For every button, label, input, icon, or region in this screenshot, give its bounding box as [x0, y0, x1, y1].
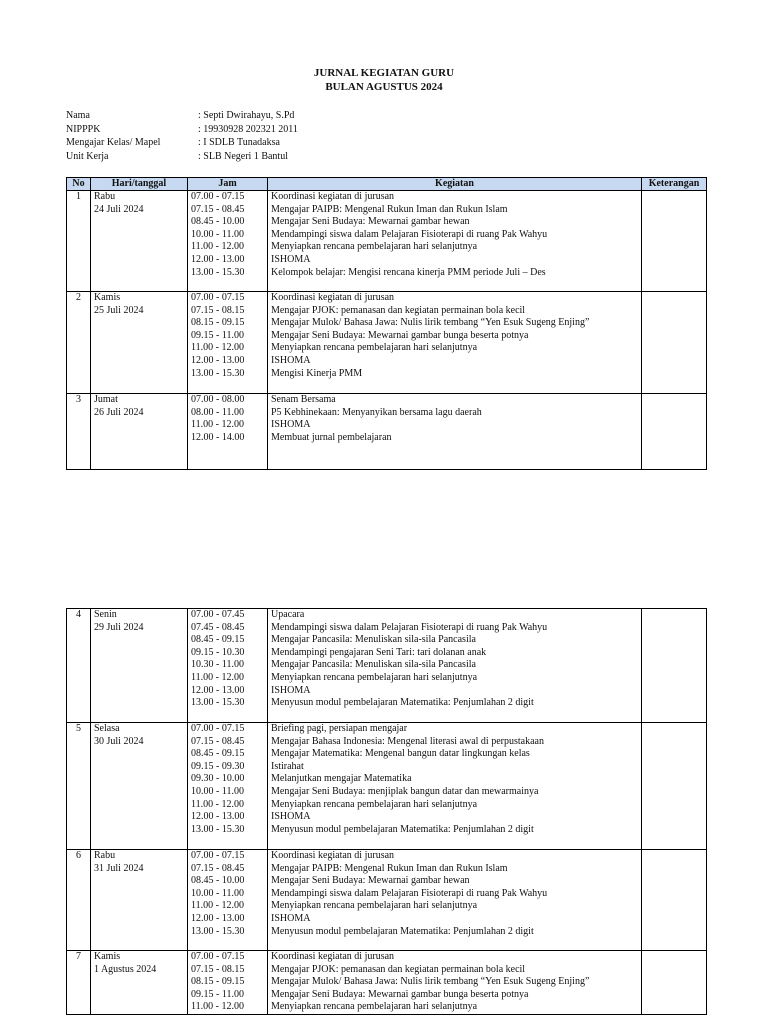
time-slot: 07.00 - 07.15 — [191, 951, 245, 962]
time-slot: 08.00 - 11.00 — [191, 406, 244, 418]
activity-item: Koordinasi kegiatan di jurusan — [271, 292, 395, 303]
entry-day-date — [91, 951, 188, 1015]
time-slot: 08.15 - 09.15 — [191, 976, 245, 988]
entry-times — [188, 292, 268, 394]
table-row — [67, 394, 707, 470]
time-slot: 13.00 - 15.30 — [191, 266, 245, 278]
entry-day: Kamis — [94, 951, 121, 962]
activity-item: Koordinasi kegiatan di jurusan — [271, 850, 395, 861]
journal-table-page-2 — [66, 608, 707, 1015]
entry-times — [188, 394, 268, 470]
entry-activities — [268, 292, 642, 394]
time-slot: 07.00 - 07.45 — [191, 609, 245, 620]
info-label: Unit Kerja — [66, 151, 109, 163]
activity-item: Mengajar Bahasa Indonesia: Mengenal literasi awal di perpustakaan — [271, 735, 544, 747]
entry-date: 1 Agustus 2024 — [94, 963, 157, 975]
time-slot: 11.00 - 12.00 — [191, 1001, 244, 1013]
table-row — [67, 609, 707, 723]
time-slot: 11.00 - 12.00 — [191, 241, 244, 253]
entry-number: 5 — [67, 723, 91, 850]
activity-item: Mengajar Seni Budaya: Mewarnai gambar hewan — [271, 216, 470, 228]
info-value: : I SDLB Tunadaksa — [198, 137, 280, 149]
table-row — [67, 292, 707, 394]
time-slot: 08.45 - 09.15 — [191, 634, 245, 646]
entry-day: Senin — [94, 609, 117, 620]
entry-day-date — [91, 723, 188, 850]
time-slot: 12.00 - 13.00 — [191, 253, 245, 265]
entry-date: 24 Juli 2024 — [94, 203, 144, 215]
entry-day: Jumat — [94, 394, 118, 405]
time-slot: 08.45 - 10.00 — [191, 875, 245, 887]
activity-item: Koordinasi kegiatan di jurusan — [271, 191, 395, 202]
table-row — [67, 191, 707, 292]
time-slot: 07.00 - 07.15 — [191, 723, 245, 734]
time-slot: 09.15 - 09.30 — [191, 760, 245, 772]
activity-item: Mengajar Seni Budaya: Mewarnai gambar hewan — [271, 875, 470, 887]
activity-item: Mengajar Seni Budaya: menjiplak bangun datar dan mewarmainya — [271, 785, 539, 797]
header-notes: Keterangan — [642, 178, 707, 191]
entry-notes — [642, 850, 707, 951]
activity-item: Menyiapkan rencana pembelajaran hari selanjutnya — [271, 342, 478, 354]
activity-item: Mengajar Matematika: Mengenal bangun datar lingkungan kelas — [271, 748, 530, 760]
entry-notes — [642, 609, 707, 723]
activity-item: Menyusun modul pembelajaran Matematika: Penjumlahan 2 digit — [271, 925, 534, 937]
time-slot: 07.45 - 08.45 — [191, 621, 245, 633]
activity-item: Mendampingi siswa dalam Pelajaran Fisioterapi di ruang Pak Wahyu — [271, 887, 548, 899]
table-row — [67, 951, 707, 1015]
entry-day-date — [91, 394, 188, 470]
activity-item: Senam Bersama — [271, 394, 336, 405]
time-slot: 11.00 - 12.00 — [191, 342, 244, 354]
entry-number: 4 — [67, 609, 91, 723]
activity-item: Mengajar Mulok/ Bahasa Jawa: Nulis lirik tembang “Yen Esuk Sugeng Enjing” — [271, 317, 590, 329]
time-slot: 11.00 - 12.00 — [191, 671, 244, 683]
time-slot: 10.00 - 11.00 — [191, 228, 244, 240]
header-day-date: Hari/tanggal — [91, 178, 188, 191]
entry-times — [188, 951, 268, 1015]
entry-day-date — [91, 191, 188, 292]
page-subtitle: BULAN AGUSTUS 2024 — [325, 81, 443, 93]
table-header-row — [67, 178, 707, 191]
time-slot: 08.45 - 10.00 — [191, 216, 245, 228]
activity-item: Mengajar Mulok/ Bahasa Jawa: Nulis lirik tembang “Yen Esuk Sugeng Enjing” — [271, 976, 590, 988]
activity-item: Mendampingi siswa dalam Pelajaran Fisioterapi di ruang Pak Wahyu — [271, 621, 548, 633]
entry-times — [188, 191, 268, 292]
entry-date: 25 Juli 2024 — [94, 304, 144, 316]
activity-item: ISHOMA — [271, 253, 311, 265]
entry-date: 29 Juli 2024 — [94, 621, 144, 633]
time-slot: 09.15 - 10.30 — [191, 646, 245, 658]
entry-date: 31 Juli 2024 — [94, 862, 144, 874]
table-row — [67, 723, 707, 850]
info-value: : SLB Negeri 1 Bantul — [198, 151, 288, 163]
entry-day: Kamis — [94, 292, 121, 303]
time-slot: 13.00 - 15.30 — [191, 367, 245, 379]
activity-item: Melanjutkan mengajar Matematika — [271, 773, 412, 785]
entry-times — [188, 723, 268, 850]
entry-times — [188, 850, 268, 951]
entry-activities — [268, 850, 642, 951]
entry-notes — [642, 951, 707, 1015]
activity-item: ISHOMA — [271, 354, 311, 366]
time-slot: 12.00 - 13.00 — [191, 354, 245, 366]
entry-times — [188, 609, 268, 723]
activity-item: Menyiapkan rencana pembelajaran hari selanjutnya — [271, 900, 478, 912]
activity-item: Menyusun modul pembelajaran Matematika: Penjumlahan 2 digit — [271, 823, 534, 835]
activity-item: Istirahat — [271, 760, 304, 772]
activity-item: Menyusun modul pembelajaran Matematika: Penjumlahan 2 digit — [271, 697, 534, 709]
activity-item: ISHOMA — [271, 419, 311, 431]
activity-item: Menyiapkan rencana pembelajaran hari selanjutnya — [271, 1001, 478, 1013]
time-slot: 07.00 - 08.00 — [191, 394, 245, 405]
time-slot: 07.00 - 07.15 — [191, 292, 245, 303]
entry-notes — [642, 394, 707, 470]
entry-activities — [268, 394, 642, 470]
activity-item: Briefing pagi, persiapan mengajar — [271, 723, 408, 734]
activity-item: Mengajar PAIPB: Mengenal Rukun Iman dan Rukun Islam — [271, 203, 508, 215]
time-slot: 08.15 - 09.15 — [191, 317, 245, 329]
activity-item: Mengajar Pancasila: Menuliskan sila-sila Pancasila — [271, 634, 476, 646]
entry-day: Rabu — [94, 191, 116, 202]
info-value: : Septi Dwirahayu, S.Pd — [198, 110, 295, 121]
time-slot: 07.15 - 08.45 — [191, 735, 245, 747]
entry-notes — [642, 292, 707, 394]
time-slot: 07.15 - 08.45 — [191, 203, 245, 215]
activity-item: Mengajar Seni Budaya: Mewarnai gambar bunga beserta potnya — [271, 329, 529, 341]
entry-day-date — [91, 850, 188, 951]
header-activity: Kegiatan — [268, 178, 642, 191]
time-slot: 12.00 - 13.00 — [191, 912, 245, 924]
time-slot: 13.00 - 15.30 — [191, 925, 245, 937]
info-label: Mengajar Kelas/ Mapel — [66, 137, 161, 149]
entry-number: 6 — [67, 850, 91, 951]
time-slot: 11.00 - 12.00 — [191, 419, 244, 431]
entry-number: 7 — [67, 951, 91, 1015]
activity-item: P5 Kebhinekaan: Menyanyikan bersama lagu daerah — [271, 406, 482, 418]
info-value: : 19930928 202321 2011 — [198, 123, 298, 135]
time-slot: 09.30 - 10.00 — [191, 773, 245, 785]
teacher-info — [66, 110, 298, 165]
activity-item: Mengajar PJOK: pemanasan dan kegiatan permainan bola kecil — [271, 963, 526, 975]
info-row — [66, 151, 298, 165]
entry-notes — [642, 723, 707, 850]
time-slot: 07.15 - 08.15 — [191, 304, 245, 316]
info-row — [66, 110, 298, 124]
activity-item: ISHOMA — [271, 684, 311, 696]
time-slot: 12.00 - 13.00 — [191, 684, 245, 696]
activity-item: Mendampingi siswa dalam Pelajaran Fisioterapi di ruang Pak Wahyu — [271, 228, 548, 240]
time-slot: 13.00 - 15.30 — [191, 697, 245, 709]
activity-item: ISHOMA — [271, 912, 311, 924]
activity-item: Koordinasi kegiatan di jurusan — [271, 951, 395, 962]
activity-item: Mengisi Kinerja PMM — [271, 367, 363, 379]
time-slot: 07.15 - 08.45 — [191, 862, 245, 874]
time-slot: 07.15 - 08.15 — [191, 963, 245, 975]
entry-day: Selasa — [94, 723, 120, 734]
activity-item: Menyiapkan rencana pembelajaran hari selanjutnya — [271, 671, 478, 683]
activity-item: Mengajar Pancasila: Menuliskan sila-sila Pancasila — [271, 659, 476, 671]
entry-day: Rabu — [94, 850, 116, 861]
entry-number: 1 — [67, 191, 91, 292]
info-label: NIPPPK — [66, 123, 101, 135]
activity-item: Kelompok belajar: Mengisi rencana kinerja PMM periode Juli – Des — [271, 266, 546, 278]
time-slot: 12.00 - 14.00 — [191, 431, 245, 443]
page-title: JURNAL KEGIATAN GURU — [313, 67, 455, 79]
header-time: Jam — [188, 178, 268, 191]
time-slot: 12.00 - 13.00 — [191, 811, 245, 823]
activity-item: Upacara — [271, 609, 305, 620]
entry-date: 30 Juli 2024 — [94, 735, 144, 747]
entry-activities — [268, 951, 642, 1015]
time-slot: 09.15 - 11.00 — [191, 988, 244, 1000]
entry-number: 3 — [67, 394, 91, 470]
time-slot: 13.00 - 15.30 — [191, 823, 245, 835]
time-slot: 09.15 - 11.00 — [191, 329, 244, 341]
activity-item: Mengajar PAIPB: Mengenal Rukun Iman dan Rukun Islam — [271, 862, 508, 874]
time-slot: 10.00 - 11.00 — [191, 785, 244, 797]
time-slot: 07.00 - 07.15 — [191, 191, 245, 202]
time-slot: 08.45 - 09.15 — [191, 748, 245, 760]
entry-day-date — [91, 292, 188, 394]
header-no: No — [67, 178, 91, 191]
entry-day-date — [91, 609, 188, 723]
entry-notes — [642, 191, 707, 292]
activity-item: Mendampingi pengajaran Seni Tari: tari dolanan anak — [271, 646, 487, 658]
activity-item: ISHOMA — [271, 811, 311, 823]
info-label: Nama — [66, 110, 90, 121]
entry-activities — [268, 191, 642, 292]
table-row — [67, 850, 707, 951]
entry-date: 26 Juli 2024 — [94, 406, 144, 418]
info-row — [66, 124, 298, 138]
entry-activities — [268, 723, 642, 850]
activity-item: Menyiapkan rencana pembelajaran hari selanjutnya — [271, 798, 478, 810]
time-slot: 11.00 - 12.00 — [191, 900, 244, 912]
entry-number: 2 — [67, 292, 91, 394]
entry-activities — [268, 609, 642, 723]
activity-item: Mengajar PJOK: pemanasan dan kegiatan permainan bola kecil — [271, 304, 526, 316]
info-row — [66, 137, 298, 151]
time-slot: 10.00 - 11.00 — [191, 887, 244, 899]
time-slot: 07.00 - 07.15 — [191, 850, 245, 861]
activity-item: Menyiapkan rencana pembelajaran hari selanjutnya — [271, 241, 478, 253]
journal-table-page-1 — [66, 177, 707, 470]
time-slot: 11.00 - 12.00 — [191, 798, 244, 810]
activity-item: Mengajar Seni Budaya: Mewarnai gambar bunga beserta potnya — [271, 988, 529, 1000]
activity-item: Membuat jurnal pembelajaran — [271, 431, 392, 443]
time-slot: 10.30 - 11.00 — [191, 659, 244, 671]
